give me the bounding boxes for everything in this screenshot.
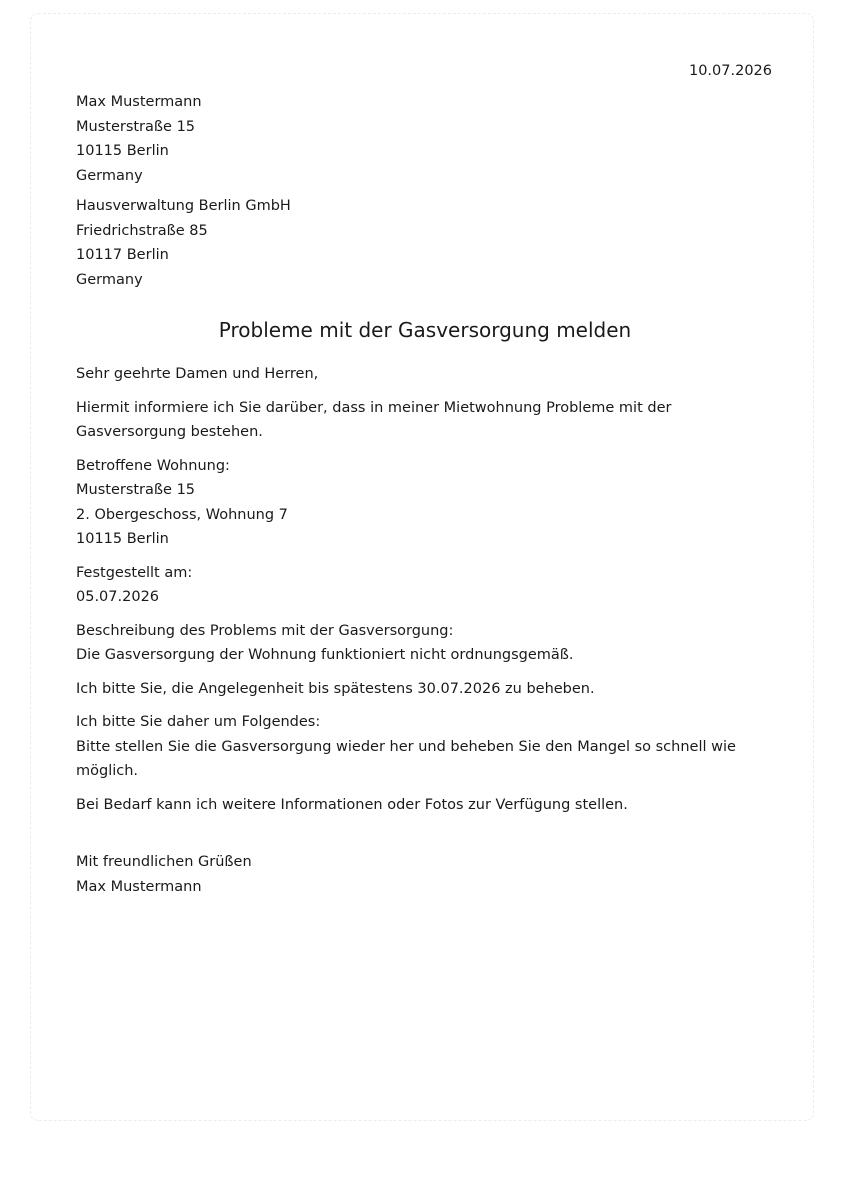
recipient-city: 10117 Berlin	[76, 247, 169, 263]
intro-line-2: Gasversorgung bestehen.	[76, 424, 263, 440]
recipient-country: Germany	[76, 271, 143, 288]
salutation-text: Sehr geehrte Damen und Herren,	[76, 366, 319, 382]
letter-subject: Probleme mit der Gasversorgung melden	[218, 318, 632, 342]
sender-city: 10115 Berlin	[76, 143, 169, 159]
problem-text: Die Gasversorgung der Wohnung funktioniert nicht ordnungsgemäß.	[76, 647, 574, 663]
sender-street: Musterstraße 15	[76, 118, 196, 135]
sender-address	[76, 90, 202, 188]
deadline-paragraph	[76, 677, 776, 702]
recipient-address	[76, 194, 291, 292]
sender-country: Germany	[76, 167, 143, 184]
request-line-2: möglich.	[76, 763, 139, 779]
apartment-street: Musterstraße 15	[76, 482, 196, 498]
deadline-text: Ich bitte Sie, die Angelegenheit bis spätestens 30.07.2026 zu beheben.	[76, 680, 595, 697]
detected-label: Festgestellt am:	[76, 564, 193, 581]
request-line-1: Bitte stellen Sie die Gasversorgung wieder her und beheben Sie den Mangel so schnell wie	[76, 738, 736, 755]
offer-paragraph	[76, 793, 776, 818]
letter-page	[30, 13, 814, 1121]
signature-name: Max Mustermann	[76, 878, 202, 895]
problem-label: Beschreibung des Problems mit der Gasversorgung:	[76, 622, 454, 639]
sender-name: Max Mustermann	[76, 94, 202, 110]
intro-paragraph	[76, 396, 776, 445]
detected-block	[76, 561, 776, 610]
salutation	[76, 362, 776, 387]
closing-text: Mit freundlichen Grüßen	[76, 854, 252, 870]
apartment-block	[76, 454, 776, 552]
problem-block	[76, 619, 776, 668]
apartment-label: Betroffene Wohnung:	[76, 457, 230, 474]
recipient-name: Hausverwaltung Berlin GmbH	[76, 198, 291, 214]
request-block	[76, 710, 776, 784]
apartment-city: 10115 Berlin	[76, 531, 169, 547]
request-label: Ich bitte Sie daher um Folgendes:	[76, 714, 321, 730]
offer-text: Bei Bedarf kann ich weitere Informationen oder Fotos zur Verfügung stellen.	[76, 796, 628, 813]
recipient-street: Friedrichstraße 85	[76, 222, 208, 239]
apartment-unit: 2. Obergeschoss, Wohnung 7	[76, 506, 288, 523]
detected-date: 05.07.2026	[76, 589, 160, 605]
letter-date: 10.07.2026	[688, 63, 772, 79]
letter-body	[76, 362, 776, 908]
closing-block	[76, 850, 776, 899]
intro-line-1: Hiermit informiere ich Sie darüber, dass in meiner Mietwohnung Probleme mit der	[76, 399, 672, 416]
